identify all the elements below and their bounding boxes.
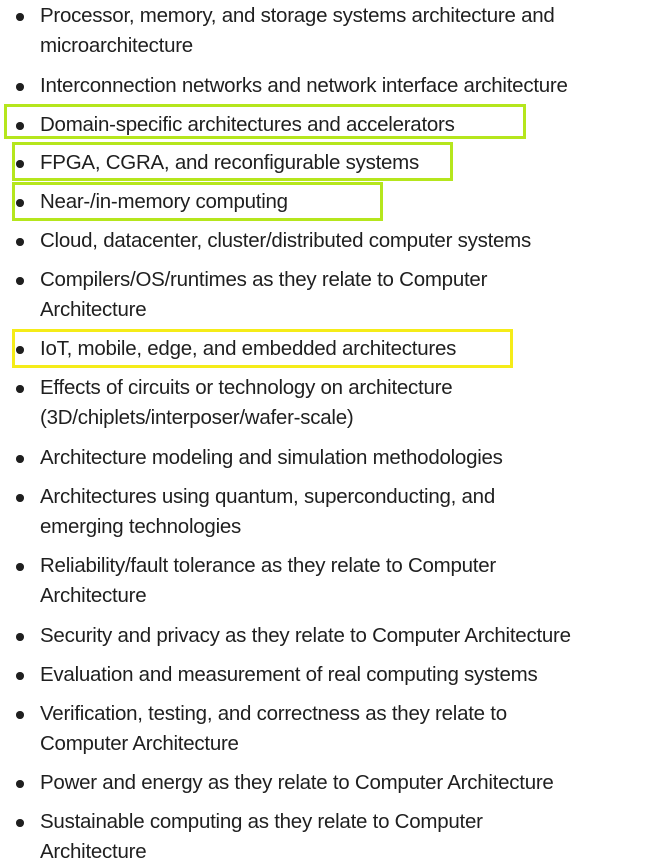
topic-text: Power and energy as they relate to Computer Architecture	[40, 771, 554, 794]
topic-text: Architecture	[40, 840, 147, 863]
topic-list-item	[0, 699, 645, 759]
topic-text: Interconnection networks and network interface architecture	[40, 74, 568, 97]
topic-text: Architecture	[40, 584, 147, 607]
topic-text: Architecture	[40, 298, 147, 321]
topic-text: FPGA, CGRA, and reconfigurable systems	[40, 151, 420, 174]
topic-list-item	[0, 482, 645, 542]
topic-list-item	[0, 265, 645, 325]
bullet-icon	[16, 819, 24, 827]
topic-text: Computer Architecture	[40, 732, 239, 755]
bullet-icon	[16, 277, 24, 285]
bullet-icon	[16, 672, 24, 680]
bullet-icon	[16, 238, 24, 246]
bullet-icon	[16, 346, 24, 354]
topic-list-item	[0, 110, 645, 140]
bullet-icon	[16, 199, 24, 207]
topic-list-item	[0, 807, 645, 867]
bullet-icon	[16, 494, 24, 502]
topic-text: Compilers/OS/runtimes as they relate to Computer	[40, 268, 488, 291]
bullet-icon	[16, 160, 24, 168]
topic-list-item	[0, 551, 645, 611]
topic-list-item	[0, 443, 645, 473]
topic-text: Cloud, datacenter, cluster/distributed computer systems	[40, 229, 532, 252]
bullet-icon	[16, 711, 24, 719]
topic-list-item	[0, 373, 645, 433]
bullet-icon	[16, 633, 24, 641]
bullet-icon	[16, 455, 24, 463]
topic-list-item	[0, 660, 645, 690]
topic-text: IoT, mobile, edge, and embedded architectures	[40, 337, 457, 360]
topic-text: Security and privacy as they relate to Computer Architecture	[40, 624, 571, 647]
topic-list-item	[0, 187, 645, 217]
topic-list-item	[0, 148, 645, 178]
topic-text: Effects of circuits or technology on architecture	[40, 376, 453, 399]
topic-text: Domain-specific architectures and accelerators	[40, 113, 455, 136]
topic-list-item	[0, 621, 645, 651]
bullet-icon	[16, 385, 24, 393]
bullet-icon	[16, 13, 24, 21]
topic-text: Processor, memory, and storage systems architecture and	[40, 4, 555, 27]
topic-text: Sustainable computing as they relate to Computer	[40, 810, 483, 833]
topic-list-item	[0, 226, 645, 256]
bullet-icon	[16, 122, 24, 130]
topic-list-item	[0, 768, 645, 798]
topic-text: Verification, testing, and correctness as they relate to	[40, 702, 507, 725]
bullet-icon	[16, 563, 24, 571]
topic-text: Architecture modeling and simulation methodologies	[40, 446, 503, 469]
bullet-icon	[16, 780, 24, 788]
topic-text: Evaluation and measurement of real computing systems	[40, 663, 538, 686]
topic-text: Architectures using quantum, superconducting, and	[40, 485, 495, 508]
topic-text: emerging technologies	[40, 515, 242, 538]
bullet-icon	[16, 83, 24, 91]
topic-text: Near-/in-memory computing	[40, 190, 288, 213]
topic-list-item	[0, 334, 645, 364]
topic-list-item	[0, 1, 645, 61]
topic-text: Reliability/fault tolerance as they relate to Computer	[40, 554, 496, 577]
topic-list-item	[0, 71, 645, 101]
topic-text: microarchitecture	[40, 34, 193, 57]
topic-text: (3D/chiplets/interposer/wafer-scale)	[40, 406, 354, 429]
